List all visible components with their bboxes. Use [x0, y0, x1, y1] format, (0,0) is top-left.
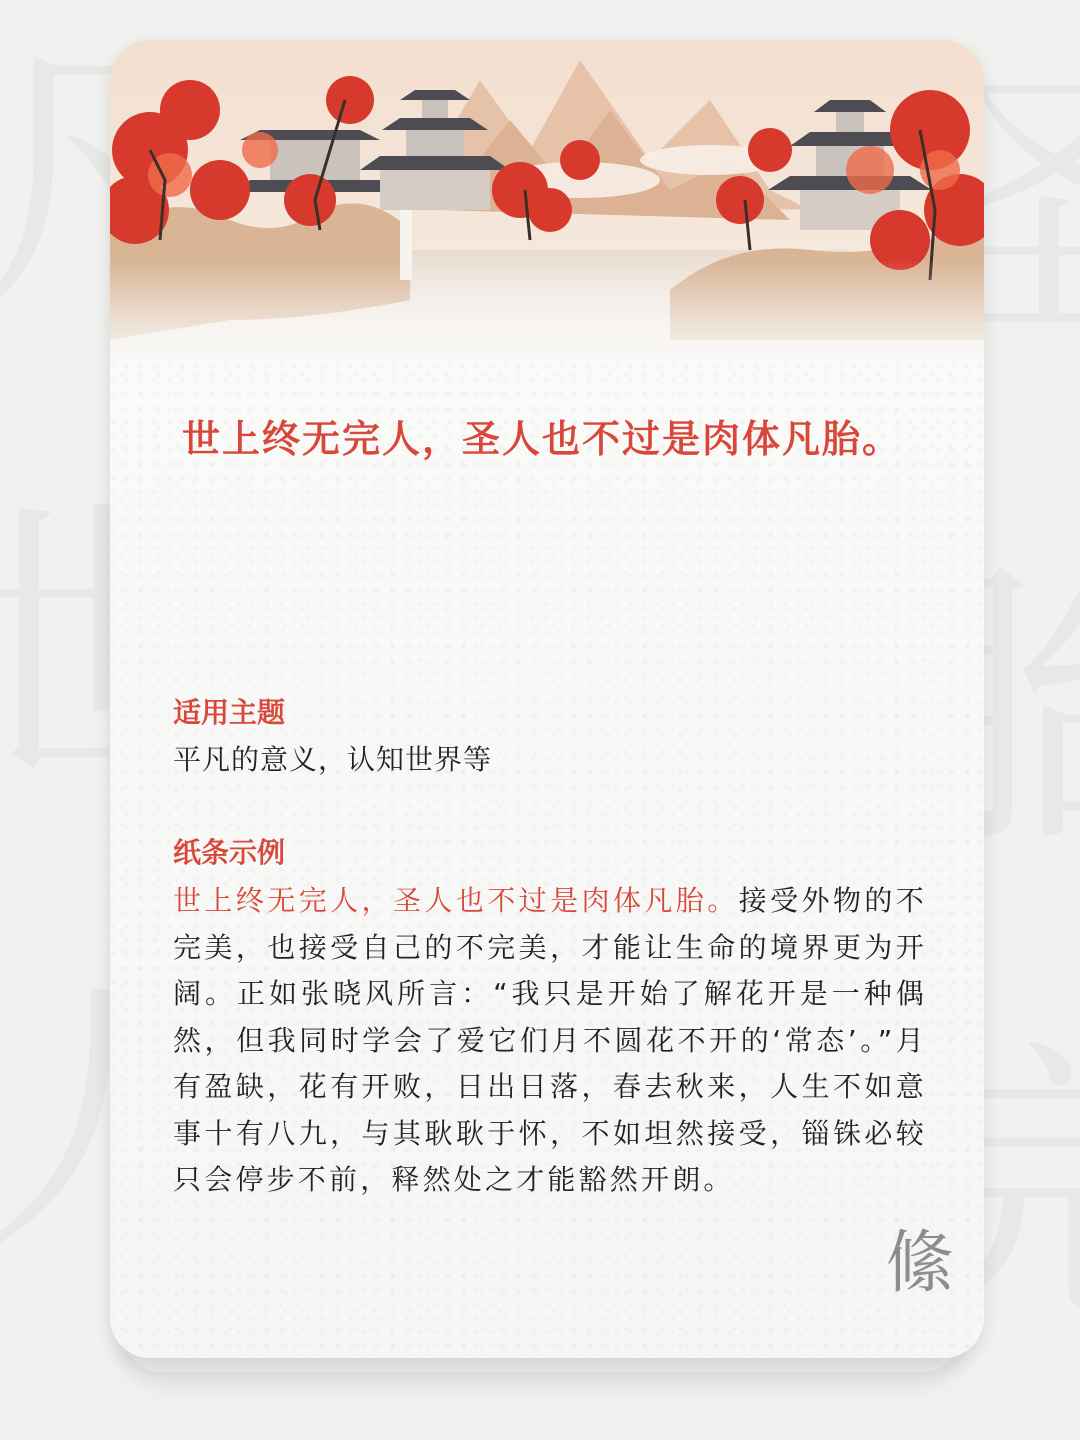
example-highlight: 世上终无完人，圣人也不过是肉体凡胎。 — [173, 884, 739, 917]
landscape-illustration — [110, 40, 984, 360]
quote-card — [110, 40, 984, 1358]
example-label: 纸条示例 — [173, 836, 286, 869]
quote-title: 世上终无完人，圣人也不过是肉体凡胎。 — [182, 416, 903, 461]
example-body: 接受外物的不完美，也接受自己的不完美，才能让生命的境界更为开阔。正如张晓风所言：“我只是开始了解花开是一种偶然，但我同时学会了爱它们月不圆花不开的‘常态’。”月有盈缺，花有开败，日出日落，春去秋来，人生不如意事十有八九，与其耿耿于怀，不如坦然接受，锱铢必较只会停步不前，释然处之才能豁然开朗。 — [173, 884, 928, 1196]
theme-label: 适用主题 — [173, 696, 286, 729]
theme-text: 平凡的意义，认知世界等 — [173, 743, 493, 776]
example-paragraph — [173, 878, 927, 1204]
seal-glyph: 絛 — [885, 1224, 954, 1303]
